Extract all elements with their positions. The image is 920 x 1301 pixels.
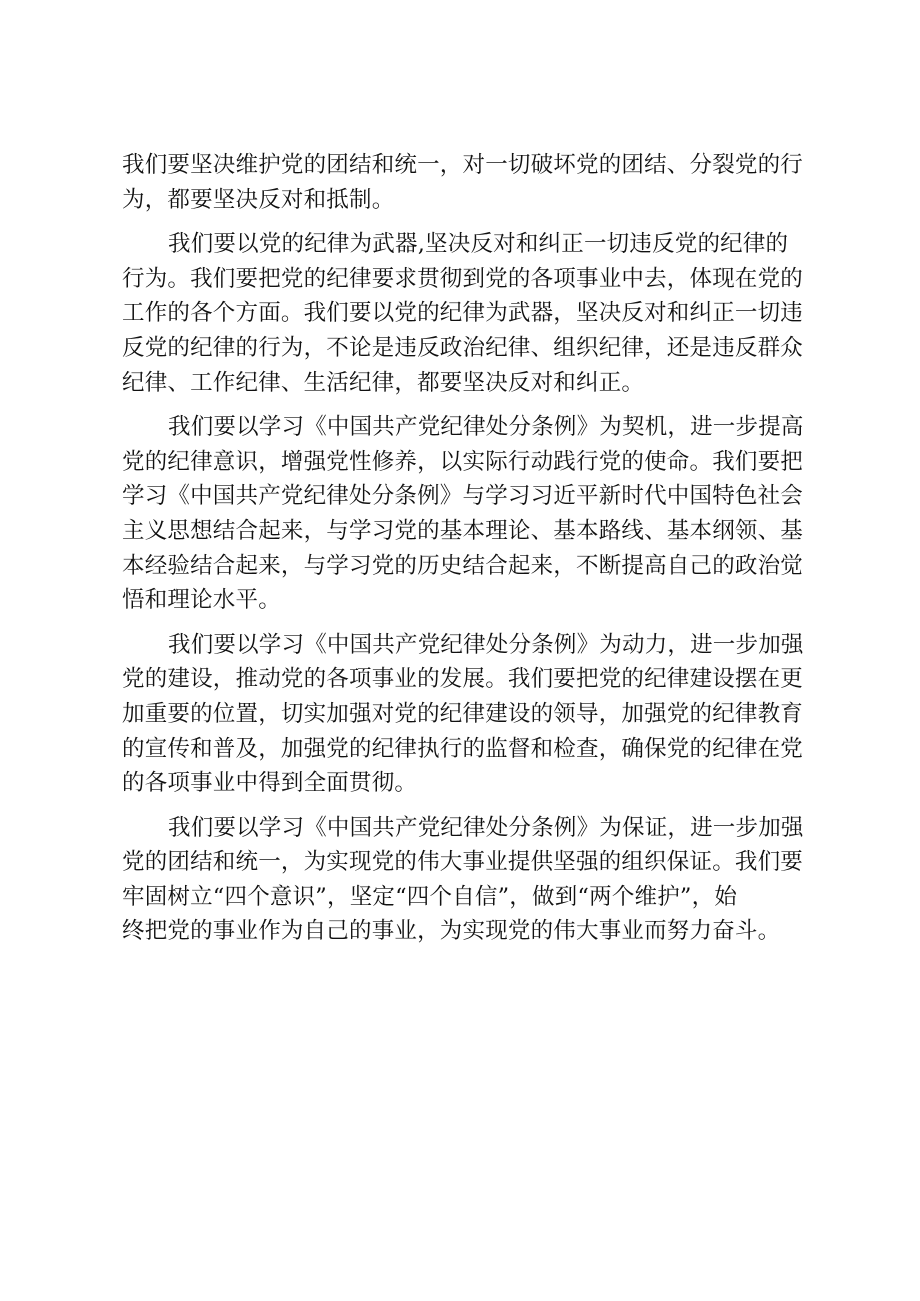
paragraph-line: 悟和理论水平。 — [122, 587, 281, 614]
paragraph-line: 我们要以学习《中国共产党纪律处分条例》为契机，进一步提高 — [168, 414, 804, 441]
paragraph-line: 的各项事业中得到全面贯彻。 — [122, 770, 418, 797]
document-body — [122, 148, 812, 949]
paragraph-line: 我们要坚决维护党的团结和统一，对一切破坏党的团结、分裂党的行 — [122, 152, 804, 178]
paragraph-line: 党的团结和统一，为实现党的伟大事业提供坚强的组织保证。我们要 — [122, 849, 804, 876]
paragraph-line: 终把党的事业作为自己的事业，为实现党的伟大事业而努力奋斗。 — [122, 918, 781, 945]
paragraph-line: 为，都要坚决反对和抵制。 — [122, 186, 395, 213]
paragraph-line: 的宣传和普及，加强党的纪律执行的监督和检查，确保党的纪律在党 — [122, 735, 804, 762]
paragraph-line: 我们要以学习《中国共产党纪律处分条例》为动力，进一步加强 — [168, 631, 804, 658]
paragraph-line: 党的建设，推动党的各项事业的发展。我们要把党的纪律建设摆在更 — [122, 666, 804, 693]
paragraph-line: 我们要以党的纪律为武器,坚决反对和纠正一切违反党的纪律的 — [168, 231, 789, 258]
paragraph-line: 纪律、工作纪律、生活纪律，都要坚决反对和纠正。 — [122, 369, 645, 396]
paragraph-line: 行为。我们要把党的纪律要求贯彻到党的各项事业中去，体现在党的 — [122, 265, 804, 292]
paragraph-line: 我们要以学习《中国共产党纪律处分条例》为保证，进一步加强 — [168, 814, 804, 841]
paragraph-3 — [122, 410, 812, 618]
paragraph-4 — [122, 628, 812, 801]
paragraph-2 — [122, 227, 812, 400]
paragraph-1 — [122, 148, 812, 217]
paragraph-line: 本经验结合起来，与学习党的历史结合起来，不断提高自己的政治觉 — [122, 552, 804, 579]
paragraph-5 — [122, 811, 812, 949]
paragraph-line: 学习《中国共产党纪律处分条例》与学习习近平新时代中国特色社会 — [122, 483, 804, 510]
paragraph-line: 党的纪律意识，增强党性修养，以实际行动践行党的使命。我们要把 — [122, 448, 804, 475]
paragraph-line: 主义思想结合起来，与学习党的基本理论、基本路线、基本纲领、基 — [122, 517, 804, 544]
paragraph-line: 加重要的位置，切实加强对党的纪律建设的领导，加强党的纪律教育 — [122, 700, 804, 727]
paragraph-line: 反党的纪律的行为，不论是违反政治纪律、组织纪律，还是违反群众 — [122, 334, 804, 361]
paragraph-line: 牢固树立“四个意识”，坚定“四个自信”，做到“两个维护”，始 — [122, 883, 738, 910]
paragraph-line: 工作的各个方面。我们要以党的纪律为武器，坚决反对和纠正一切违 — [122, 300, 804, 327]
